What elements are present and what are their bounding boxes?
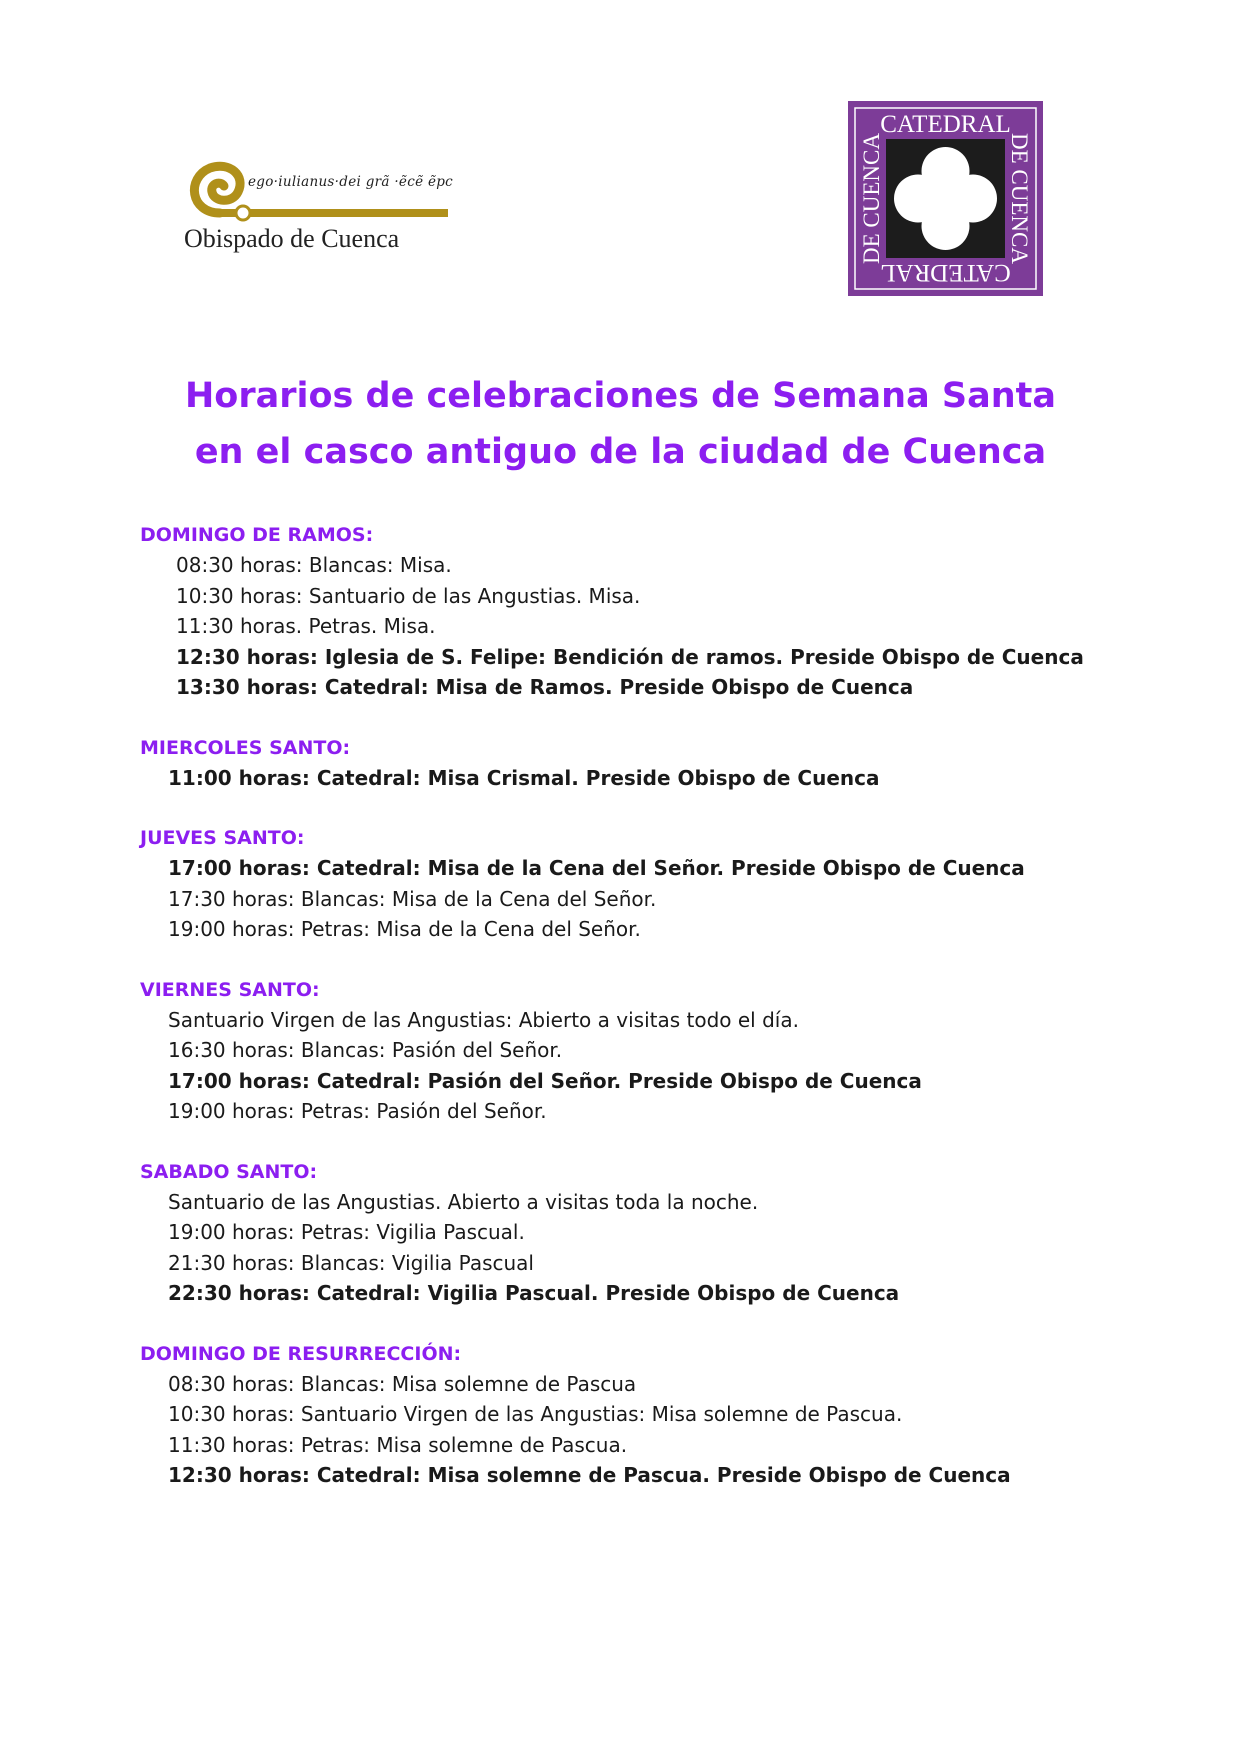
schedule-entry: 16:30 horas: Blancas: Pasión del Señor. [168, 1038, 563, 1062]
day-heading: VIERNES SANTO: [140, 978, 320, 1001]
section-domingo-resurreccion [140, 1339, 1140, 1491]
schedule-entry: 17:00 horas: Catedral: Misa de la Cena del Señor. Preside Obispo de Cuenca [168, 856, 1025, 880]
schedule-entry: 12:30 horas: Catedral: Misa solemne de Pascua. Preside Obispo de Cuenca [168, 1463, 1011, 1487]
section-domingo-ramos [140, 520, 1140, 703]
day-heading: DOMINGO DE RESURRECCIÓN: [140, 1342, 462, 1365]
schedule-entry: 17:00 horas: Catedral: Pasión del Señor. Preside Obispo de Cuenca [168, 1068, 922, 1093]
section-miercoles-santo [140, 733, 1140, 794]
section-viernes-santo [140, 975, 1140, 1127]
day-heading: DOMINGO DE RAMOS: [140, 524, 374, 546]
catedral-bottom-text: CATEDRAL [880, 259, 1011, 286]
day-heading: MIERCOLES SANTO: [140, 736, 351, 759]
schedule-entry: 22:30 horas: Catedral: Vigilia Pascual. Preside Obispo de Cuenca [168, 1281, 900, 1305]
day-heading: JUEVES SANTO: [140, 827, 305, 849]
title-line-2: en el casco antiguo de la ciudad de Cuenca [194, 432, 1047, 472]
section-sabado-santo [140, 1157, 1140, 1309]
schedule-entry: Santuario Virgen de las Angustias: Abierto a visitas todo el día. [168, 1007, 799, 1032]
title-line-1: Horarios de celebraciones de Semana Santa [185, 376, 1056, 416]
obispado-logo [180, 158, 454, 258]
obispado-motto: ego·iulianus·dei grã ·ẽcẽ ẽpc [248, 174, 454, 190]
page-title [0, 368, 1241, 480]
obispado-name: Obispado de Cuenca [184, 224, 400, 253]
section-jueves-santo [140, 823, 1140, 945]
schedule-entry: 10:30 horas: Santuario Virgen de las Angustias: Misa solemne de Pascua. [168, 1402, 903, 1426]
schedule-entry: 08:30 horas: Blancas: Misa. [176, 553, 452, 577]
schedule-entry: 21:30 horas: Blancas: Vigilia Pascual [168, 1250, 534, 1275]
schedule-entry: 12:30 horas: Iglesia de S. Felipe: Bendición de ramos. Preside Obispo de Cuenca [176, 644, 1084, 669]
schedule-entry: 19:00 horas: Petras: Pasión del Señor. [168, 1099, 547, 1123]
schedule-entry: 11:30 horas. Petras. Misa. [176, 614, 436, 638]
schedule-entry: 11:30 horas: Petras: Misa solemne de Pascua. [168, 1432, 628, 1457]
catedral-left-text: DE CUENCA [859, 133, 884, 264]
schedule-entry: 08:30 horas: Blancas: Misa solemne de Pascua [168, 1371, 637, 1396]
catedral-logo [848, 101, 1043, 296]
catedral-right-text: DE CUENCA [1007, 133, 1032, 264]
schedule [140, 520, 1140, 1521]
schedule-entry: 11:00 horas: Catedral: Misa Crismal. Preside Obispo de Cuenca [168, 765, 880, 790]
schedule-entry: 17:30 horas: Blancas: Misa de la Cena del Señor. [168, 886, 657, 911]
schedule-entry: 19:00 horas: Petras: Misa de la Cena del Señor. [168, 917, 641, 941]
schedule-entry: 10:30 horas: Santuario de las Angustias. Misa. [176, 583, 641, 608]
schedule-entry: 13:30 horas: Catedral: Misa de Ramos. Preside Obispo de Cuenca [176, 675, 914, 699]
catedral-top-text: CATEDRAL [880, 111, 1011, 138]
schedule-entry: 19:00 horas: Petras: Vigilia Pascual. [168, 1220, 525, 1244]
schedule-entry: Santuario de las Angustias. Abierto a visitas toda la noche. [168, 1189, 759, 1214]
day-heading: SABADO SANTO: [140, 1160, 318, 1183]
